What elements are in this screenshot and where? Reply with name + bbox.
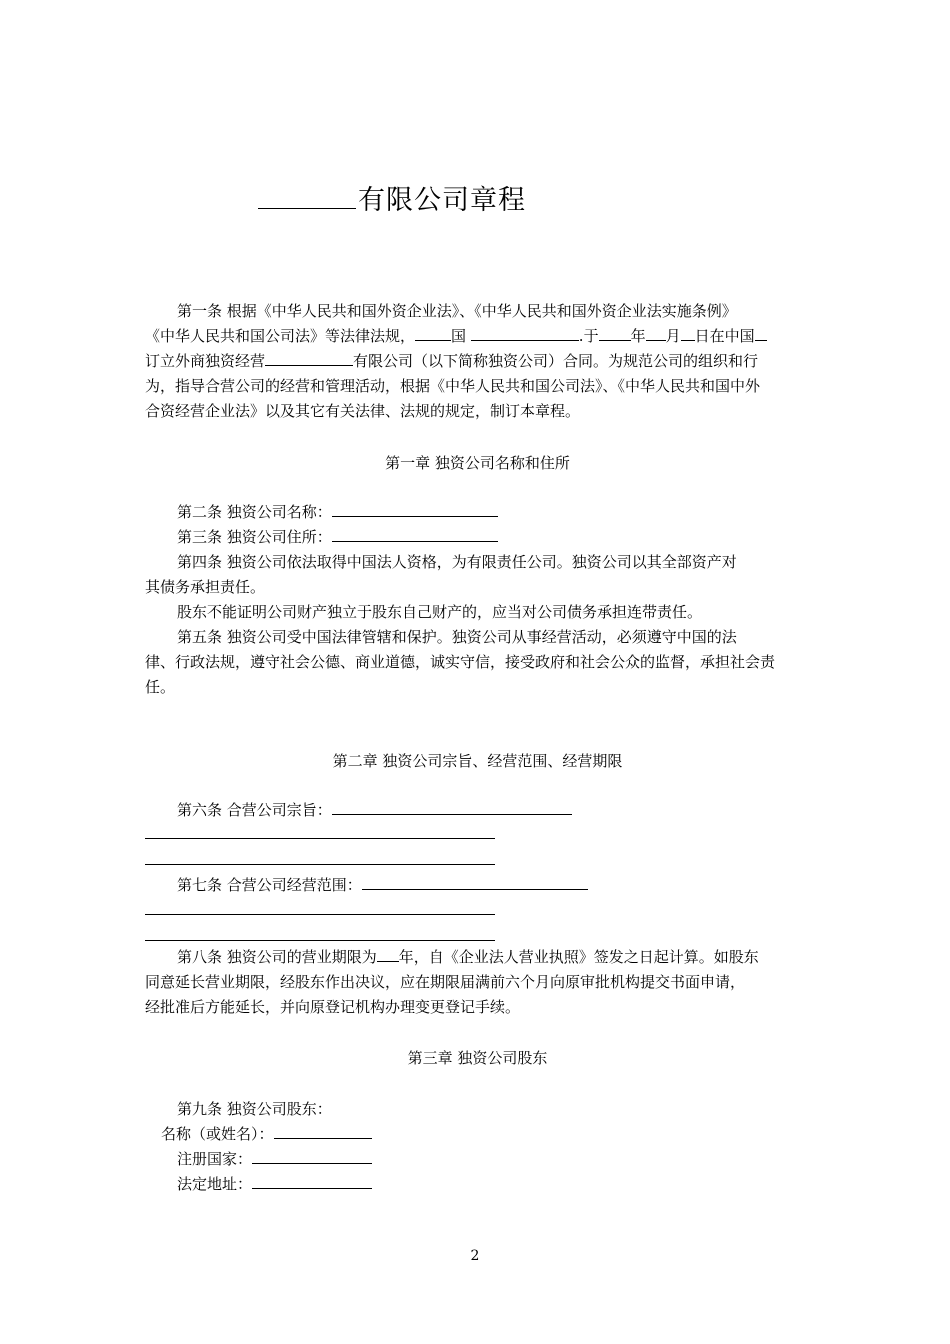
blank-field[interactable] bbox=[681, 340, 695, 341]
document-title bbox=[258, 178, 526, 217]
article-4-paragraph-2: 股东不能证明公司财产独立于股东自己财产的，应当对公司债务承担连带责任。 bbox=[177, 603, 703, 621]
article-8-line-2: 同意延长营业期限，经股东作出决议，应在期限届满前六个月向原审批机构提交书面申请， bbox=[145, 973, 746, 991]
blank-field[interactable] bbox=[646, 340, 666, 341]
chapter-2-heading: 第二章 独资公司宗旨、经营范围、经营期限 bbox=[332, 752, 623, 770]
article-1 bbox=[145, 299, 810, 424]
text: 第八条 独资公司的营业期限为 bbox=[177, 948, 377, 966]
text: 第七条 合营公司经营范围： bbox=[177, 876, 362, 894]
text: 日在中国 bbox=[694, 327, 755, 345]
scope-blank-line-1[interactable] bbox=[145, 914, 495, 915]
text: 名称（或姓名）： bbox=[161, 1125, 274, 1143]
company-name-field[interactable] bbox=[332, 516, 498, 517]
article-6-line bbox=[145, 798, 810, 823]
article-8-line-3: 经批准后方能延长，并向原登记机构办理变更登记手续。 bbox=[145, 998, 521, 1016]
purpose-blank-line-2[interactable] bbox=[145, 864, 495, 865]
text: 第三条 独资公司住所： bbox=[177, 528, 332, 546]
article-1-line-4: 为，指导合营公司的经营和管理活动，根据《中华人民共和国公司法》、《中华人民共和国中外 bbox=[145, 377, 761, 395]
article-9: 第九条 独资公司股东： bbox=[177, 1100, 332, 1118]
chapter-3-heading: 第三章 独资公司股东 bbox=[407, 1049, 548, 1067]
shareholder-name-field[interactable] bbox=[274, 1138, 372, 1139]
article-1-line-2 bbox=[145, 324, 810, 349]
shareholder-country-field[interactable] bbox=[252, 1163, 372, 1164]
article-8-line-1 bbox=[145, 945, 810, 970]
blank-field[interactable] bbox=[599, 340, 631, 341]
article-1-line-3 bbox=[145, 349, 810, 374]
text: 月 bbox=[665, 327, 681, 345]
text: 年，自《企业法人营业执照》签发之日起计算。如股东 bbox=[398, 948, 759, 966]
blank-field[interactable] bbox=[415, 340, 451, 341]
chapter-3-body bbox=[145, 1097, 810, 1197]
article-6 bbox=[145, 798, 810, 823]
purpose-field[interactable] bbox=[332, 814, 572, 815]
article-1-line-1: 第一条 根据《中华人民共和国外资企业法》、《中华人民共和国外资企业法实施条例》 bbox=[177, 302, 737, 320]
blank-field[interactable] bbox=[755, 340, 767, 341]
text: 法定地址： bbox=[177, 1175, 253, 1193]
article-4-line-2: 其债务承担责任。 bbox=[145, 578, 266, 596]
purpose-blank-line-1[interactable] bbox=[145, 838, 495, 839]
page-number: 2 bbox=[470, 1248, 480, 1264]
article-8 bbox=[145, 945, 810, 1020]
text: 有限公司（以下简称独资公司）合同。为规范公司的组织和行 bbox=[353, 352, 759, 370]
chapter-1-heading: 第一章 独资公司名称和住所 bbox=[385, 454, 570, 472]
company-address-field[interactable] bbox=[332, 541, 498, 542]
shareholder-address-row bbox=[145, 1172, 810, 1197]
article-7-line bbox=[145, 873, 810, 898]
blank-field[interactable] bbox=[265, 365, 353, 366]
article-5-line-2: 律、行政法规，遵守社会公德、商业道德，诚实守信，接受政府和社会公众的监督，承担社会责 bbox=[145, 653, 776, 671]
scope-blank-line-2[interactable] bbox=[145, 940, 495, 941]
text: 注册国家： bbox=[177, 1150, 253, 1168]
article-5-line-3: 任。 bbox=[145, 678, 176, 696]
article-5-line-1: 第五条 独资公司受中国法律管辖和保护。独资公司从事经营活动，必须遵守中国的法 bbox=[177, 628, 737, 646]
text: 《中华人民共和国公司法》等法律法规， bbox=[145, 327, 416, 345]
text: 年 bbox=[630, 327, 646, 345]
company-name-blank[interactable] bbox=[258, 182, 356, 209]
shareholder-name-row bbox=[145, 1122, 810, 1147]
article-3 bbox=[145, 525, 810, 550]
shareholder-country-row bbox=[145, 1147, 810, 1172]
title-text: 有限公司章程 bbox=[358, 185, 526, 216]
text: 第六条 合营公司宗旨： bbox=[177, 801, 332, 819]
business-scope-field[interactable] bbox=[362, 889, 588, 890]
text: 国 bbox=[451, 327, 471, 345]
text: 订立外商独资经营 bbox=[145, 352, 266, 370]
article-2 bbox=[145, 500, 810, 525]
text: 第二条 独资公司名称： bbox=[177, 503, 332, 521]
chapter-1-body bbox=[145, 500, 810, 700]
blank-field[interactable] bbox=[471, 340, 579, 341]
article-1-line-5: 合资经营企业法》以及其它有关法律、法规的规定，制订本章程。 bbox=[145, 402, 581, 420]
text: .于 bbox=[578, 327, 599, 345]
article-4-line-1: 第四条 独资公司依法取得中国法人资格，为有限责任公司。独资公司以其全部资产对 bbox=[177, 553, 737, 571]
shareholder-address-field[interactable] bbox=[252, 1188, 372, 1189]
article-7 bbox=[145, 873, 810, 898]
term-years-field[interactable] bbox=[377, 961, 399, 962]
